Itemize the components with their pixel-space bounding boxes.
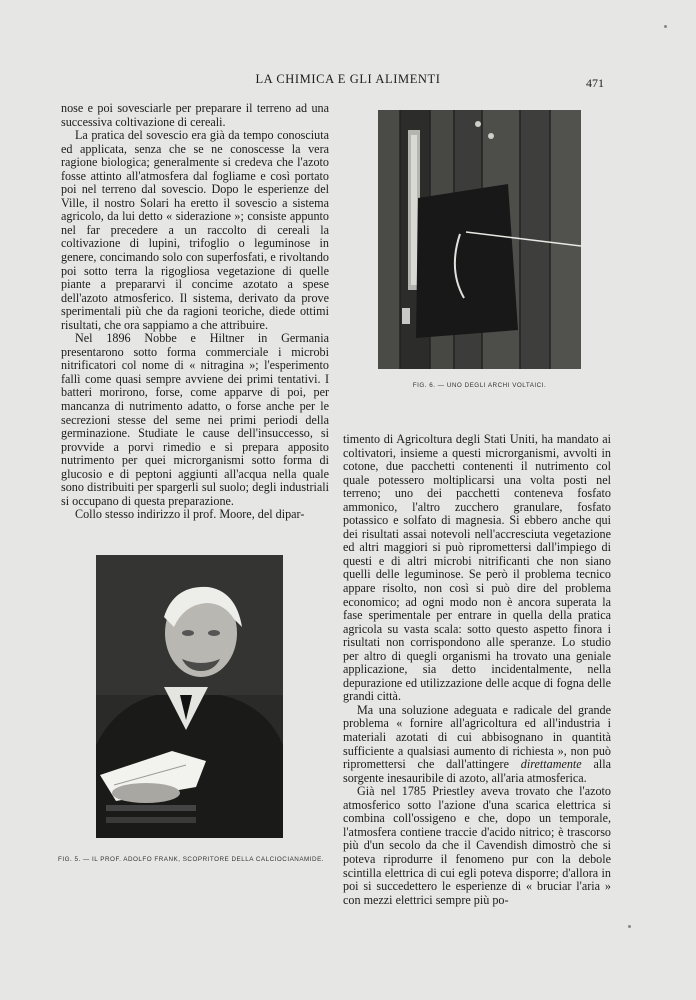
figure-5-portrait [96,555,283,838]
right-column [343,433,611,907]
portrait-photo [96,555,283,838]
paragraph: nose e poi sovesciarle per preparare il terreno ad una successiva coltivazione di cereali. [61,101,329,129]
paragraph: timento di Agricoltura degli Stati Uniti, ha mandato ai coltivatori, insieme a questi microrganismi, avvolti in cotone, due pacchetti contenenti il nutrimento col quale potessero moltiplicarsi una volta posti nel terreno; uno dei pacchetti conteneva fosfato ammonico, l'altro zucchero granulare, fosfato potassico e solfato di magnesia. Si ebbero anche qui dei risultati assai notevoli nell'accresciuta vegetazione ed altri maggiori si può ripromettersi dall'impiego di questi e di altri microbi nitrificanti che non siano quelli delle leguminose. Se però il problema tecnico appare risolto, non così si può dire del problema economico; ad ogni modo non è ancora superata la fase sperimentale per entrare in quella della pratica agricola su vasta scala: sotto questo aspetto finora i risultati non corrispondono alle speranze. Lo studio per altro di quegli organismi ha trovato una geniale applicazione, sia detto incidentalmente, nella depurazione ed utilizzazione delle acque di fogna delle grandi città. [343,432,611,704]
paper-speck [628,925,631,928]
text-span: Ma una soluzione adeguata e radicale del grande problema « fornire all'agricoltura ed all'industria i materiali azotati di cui abbisognano in quantità sufficiente a qualsiasi aumento di richiesta », non può ripromettersi che dall'attingere [343,702,611,772]
paragraph: Nel 1896 Nobbe e Hiltner in Germania presentarono sotto forma commerciale i microbi nitrificatori col nome di « nitragina »; l'esperimento fallì come quasi sempre avviene dei primi tentativi. I batteri morirono, forse, come apparve di poi, per mancanza di nutrimento adatto, o forse anche per le secrezioni stesse del seme nei primi periodi della germinazione. Studiate le cause dell'insuccesso, si provvide a porvi rimedio e si prepara apposito nutrimento per quei microrganismi sotto forma di glucosio e di peptoni aggiunti all'acqua nella quale sono distribuiti per spargerli sul suolo; degli industriali si occupano di questa preparazione. [61,331,329,508]
paragraph: Già nel 1785 Priestley aveva trovato che l'azoto atmosferico sotto l'azione d'una scarica elettrica si combina coll'ossigeno e che, dopo un temporale, l'atmosfera contiene traccie d'acido nitrico; è trascorso più d'un secolo da che il Cavendish dimostrò che si poteva riprodurre il fenomeno pur con la debole scintilla elettrica di cui egli poteva disporre; d'allora in poi si succedettero le esperienze di « bruciar l'aria » con mezzi elettrici sempre più po- [343,784,611,907]
figure-6-photo [378,110,581,369]
running-header: LA CHIMICA E GLI ALIMENTI [255,72,441,86]
paragraph: La pratica del sovescio era già da tempo conosciuta ed applicata, senza che se ne conoscesse la vera ragione biologica; generalmente si credeva che l'azoto fosse attinto all'atmosfera dal fogliame e così portato poi nel terreno dal sovescio. Dopo le esperienze del Ville, il nostro Solari ha eretto il sovescio a sistema agricolo, da lui detto « siderazione »; consiste appunto nel far precedere a un raccolto di cereali la coltivazione di lupini, trifoglio o leguminose in genere, concimando solo con superfosfati, e rivoltando poi sotto terra la rigogliosa vegetazione di quelle piante a prepararvi il concime azotato a spese dell'azoto atmosferico. Il sistema, derivato da prove sperimentali più che da ragioni teoriche, diede ottimi risultati, che ora sappiamo a che attribuire. [61,128,329,332]
voltaic-arc-photo [378,110,581,369]
left-column [61,102,329,522]
paper-speck [664,25,667,28]
text-span: alla sorgente inesauribile di azoto, all'aria atmosferica. [343,757,611,785]
page-number: 471 [586,76,604,90]
paragraph [343,704,611,785]
italic-emphasis: direttamente [520,757,582,772]
paragraph: Collo stesso indirizzo il prof. Moore, del dipar- [75,507,305,522]
figure-5-caption: FIG. 5. — IL PROF. ADOLFO FRANK, SCOPRITORE DELLA CALCIOCIANAMIDE. [58,856,325,863]
figure-6-caption: FIG. 6. — UNO DEGLI ARCHI VOLTAICI. [412,382,547,389]
